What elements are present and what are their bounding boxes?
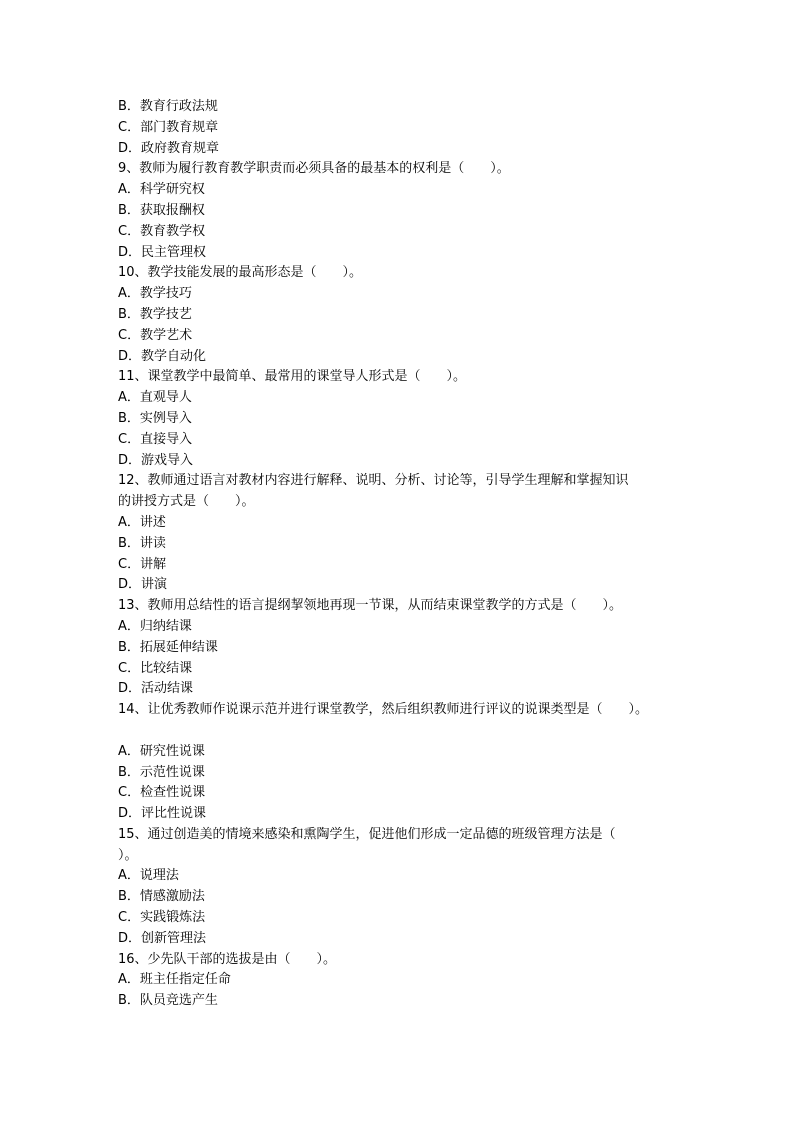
option-line: D．游戏导入 bbox=[118, 452, 194, 468]
option-line: B．队员竞选产生 bbox=[118, 993, 218, 1009]
option-line: C．检查性说课 bbox=[118, 785, 206, 801]
option-line: B．拓展延伸结课 bbox=[118, 639, 218, 655]
document-page bbox=[118, 97, 678, 1012]
option-line: D．活动结课 bbox=[118, 681, 194, 697]
option-line: A．归纳结课 bbox=[118, 618, 192, 634]
option-line: D．创新管理法 bbox=[118, 930, 207, 946]
question-line: 11、课堂教学中最简单、最常用的课堂导人形式是（ ）。 bbox=[118, 369, 467, 385]
option-line: B．实例导入 bbox=[118, 410, 192, 426]
question-continuation-line: ）。 bbox=[118, 847, 138, 863]
option-line: C．教学艺术 bbox=[118, 327, 193, 343]
option-line: A．班主任指定任命 bbox=[118, 972, 231, 988]
option-line: D．教学自动化 bbox=[118, 348, 207, 364]
question-line: 13、教师用总结性的语言提纲挈领地再现一节课，从而结束课堂教学的方式是（ ）。 bbox=[118, 598, 623, 614]
option-line: D．讲演 bbox=[118, 577, 168, 593]
option-line: C．讲解 bbox=[118, 556, 167, 572]
question-line: 9、教师为履行教育教学职责而必须具备的最基本的权利是（ ）。 bbox=[118, 161, 510, 177]
option-line: C．部门教育规章 bbox=[118, 119, 219, 135]
option-line: B．教育行政法规 bbox=[118, 99, 218, 114]
question-line: 15、通过创造美的情境来感染和熏陶学生，促进他们形成一定品德的班级管理方法是（ bbox=[118, 826, 616, 842]
option-line: D．政府教育规章 bbox=[118, 140, 220, 156]
option-line: A．科学研究权 bbox=[118, 182, 205, 198]
option-line: D．民主管理权 bbox=[118, 244, 207, 260]
option-line: A．研究性说课 bbox=[118, 743, 205, 759]
question-line: 10、教学技能发展的最高形态是（ ）。 bbox=[118, 265, 363, 281]
question-line: 12、教师通过语言对教材内容进行解释、说明、分析、讨论等，引导学生理解和掌握知识 bbox=[118, 473, 629, 489]
option-line: C．教育教学权 bbox=[118, 223, 206, 239]
option-line: A．讲述 bbox=[118, 514, 166, 530]
question-line: 14、让优秀教师作说课示范并进行课堂教学，然后组织教师进行评议的说课类型是（ ）。 bbox=[118, 702, 649, 718]
option-line: C．实践锻炼法 bbox=[118, 910, 206, 926]
option-line: C．直接导入 bbox=[118, 431, 193, 447]
option-line: B．教学技艺 bbox=[118, 306, 192, 322]
question-continuation-line: 的讲授方式是（ ）。 bbox=[118, 494, 255, 510]
option-line: A．直观导人 bbox=[118, 390, 192, 406]
option-line: B．示范性说课 bbox=[118, 764, 205, 780]
option-line: B．讲读 bbox=[118, 535, 166, 551]
blank-line bbox=[118, 721, 678, 742]
option-line: B．情感激励法 bbox=[118, 889, 205, 905]
option-line: D．评比性说课 bbox=[118, 806, 207, 822]
option-line: A．说理法 bbox=[118, 868, 179, 884]
option-line: B．获取报酬权 bbox=[118, 202, 205, 218]
option-line: A．教学技巧 bbox=[118, 286, 192, 302]
question-line: 16、少先队干部的选拔是由（ ）。 bbox=[118, 951, 337, 967]
option-line: C．比较结课 bbox=[118, 660, 193, 676]
